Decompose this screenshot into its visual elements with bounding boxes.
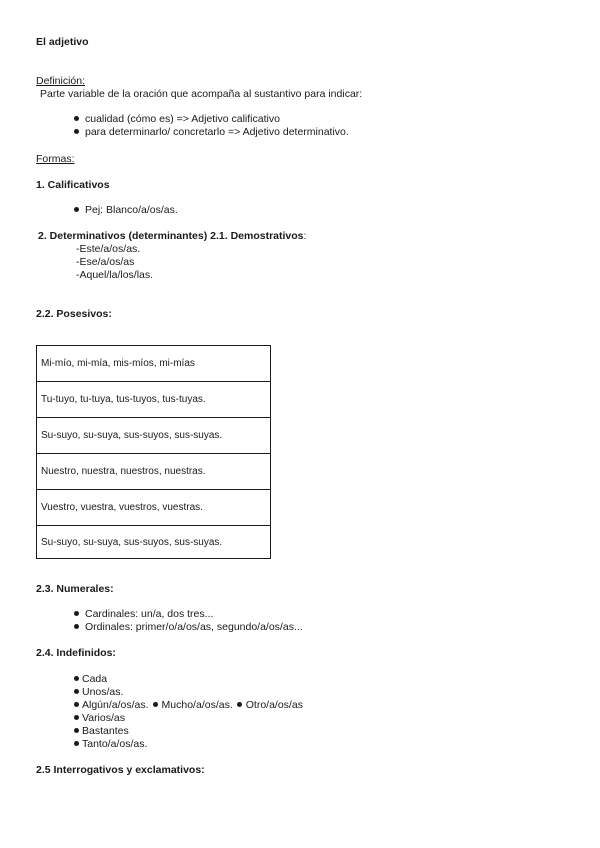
bullet-icon (74, 624, 79, 629)
calificativos-bullet: Pej: Blanco/a/os/as. (74, 204, 178, 217)
bullet-icon (74, 129, 79, 134)
numerales-heading: 2.3. Numerales: (36, 583, 114, 595)
bullet-icon (153, 702, 158, 707)
demostrativo-item-3: -Aquel/la/los/las. (76, 269, 154, 281)
bullet-icon (74, 611, 79, 616)
indefinido-item: Cada (74, 673, 107, 686)
indefinido-item: Algún/a/os/as. Mucho/a/os/as. Otro/a/os/as (74, 699, 303, 712)
indefinidos-heading: 2.4. Indefinidos: (36, 647, 116, 659)
definicion-bullet-2: para determinarlo/ concretarlo => Adjetivo determinativo. (74, 126, 349, 139)
definicion-bullet-1: cualidad (cómo es) => Adjetivo calificativo (74, 113, 280, 126)
table-row: Vuestro, vuestra, vuestros, vuestras. (37, 490, 270, 526)
table-row: Su-suyo, su-suya, sus-suyos, sus-suyas. (37, 418, 270, 454)
definicion-text: Parte variable de la oración que acompaña al sustantivo para indicar: (40, 88, 363, 100)
indefinido-item: Varios/as (74, 712, 125, 725)
demostrativo-item-1: -Este/a/os/as. (76, 243, 141, 255)
indefinido-item: Tanto/a/os/as. (74, 738, 147, 751)
bullet-icon (74, 702, 79, 707)
bullet-icon (237, 702, 242, 707)
posesivos-heading: 2.2. Posesivos: (36, 308, 112, 320)
formas-heading: Formas: (36, 153, 75, 165)
posesivos-table (36, 345, 271, 559)
page-title: El adjetivo (36, 36, 89, 48)
bullet-icon (74, 207, 79, 212)
bullet-icon (74, 116, 79, 121)
indefinido-item: Bastantes (74, 725, 129, 738)
table-row: Nuestro, nuestra, nuestros, nuestras. (37, 454, 270, 490)
determinativos-heading: 2. Determinativos (determinantes) 2.1. Demostrativos: (38, 230, 307, 242)
table-row: Su-suyo, su-suya, sus-suyos, sus-suyas. (41, 536, 223, 548)
definicion-heading: Definición: (36, 75, 86, 87)
bullet-icon (74, 676, 79, 681)
table-row: Mi-mío, mi-mía, mis-míos, mi-mías (37, 346, 270, 382)
interrogativos-heading: 2.5 Interrogativos y exclamativos: (36, 764, 205, 776)
numerales-bullet-1: Cardinales: un/a, dos tres... (74, 608, 213, 621)
demostrativo-item-2: -Ese/a/os/as (76, 256, 135, 268)
numerales-bullet-2: Ordinales: primer/o/a/os/as, segundo/a/os/as... (74, 621, 303, 634)
bullet-icon (74, 741, 79, 746)
bullet-icon (74, 728, 79, 733)
calificativos-heading: 1. Calificativos (36, 179, 110, 191)
bullet-icon (74, 715, 79, 720)
bullet-icon (74, 689, 79, 694)
table-row: Tu-tuyo, tu-tuya, tus-tuyos, tus-tuyas. (37, 382, 270, 418)
indefinido-item: Unos/as. (74, 686, 123, 699)
